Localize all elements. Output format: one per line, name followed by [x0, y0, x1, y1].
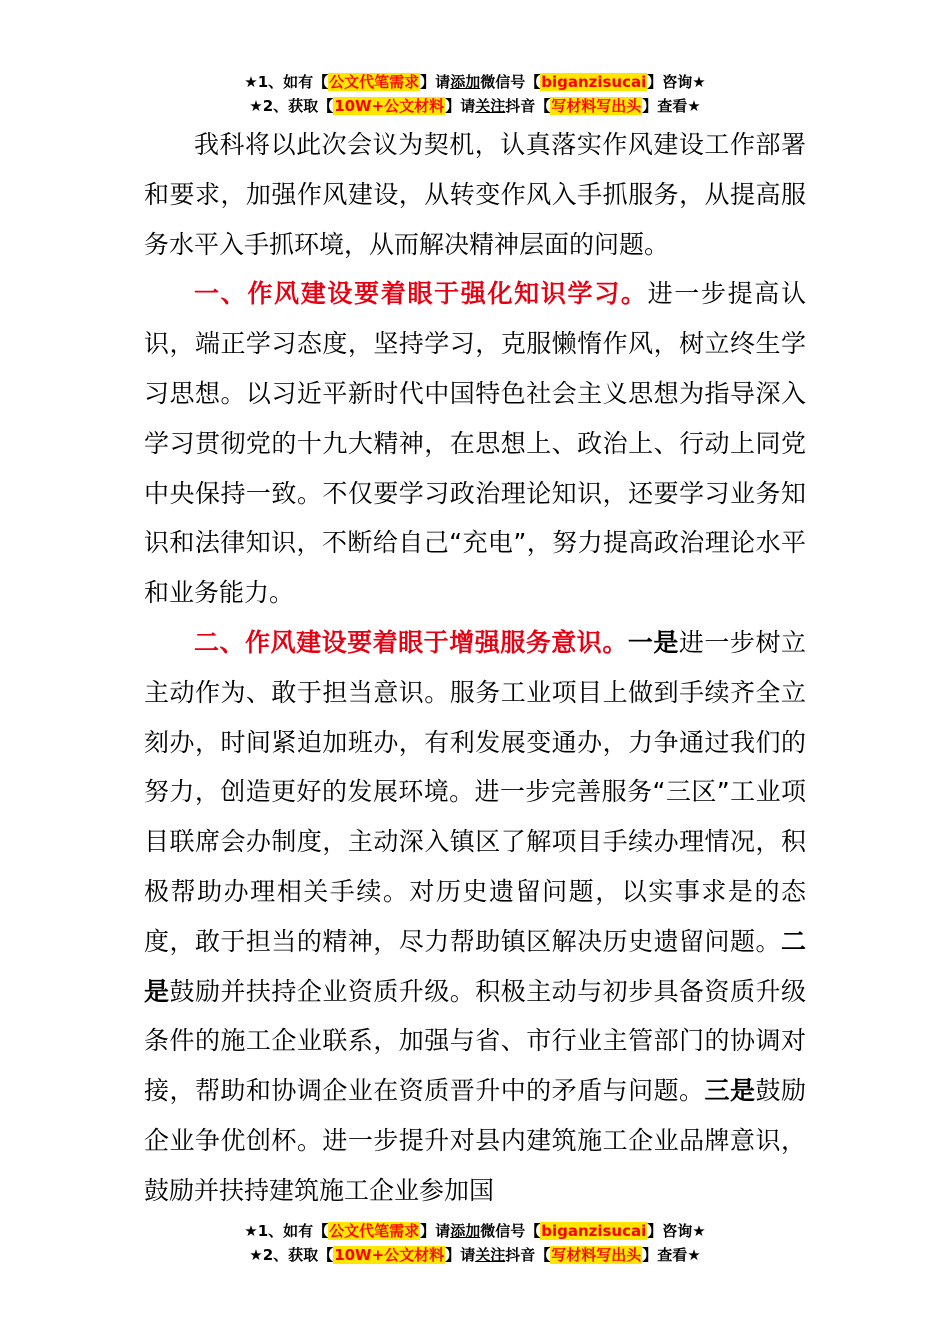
- banner-highlight: 10W+公文材料: [334, 97, 445, 115]
- point-three-label: 三是: [704, 1076, 756, 1106]
- banner-text: 微信号【: [480, 73, 541, 91]
- banner-text: 】查看★: [642, 1246, 701, 1264]
- point-two-text: 鼓励并扶持企业资质升级。积极主动与初步具备资质升级条件的施工企业联系，加强与省、市行业主管部门的协调对接，帮助和协调企业在资质晋升中的矛盾与问题。: [144, 976, 806, 1106]
- banner-highlight: 写材料写出头: [551, 97, 642, 115]
- banner-text: ★2、获取【: [249, 97, 334, 115]
- point-one-text: 进一步树立主动作为、敢于担当意识。服务工业项目上做到手续齐全立刻办，时间紧迫加班办，有利发展变通办，力争通过我们的努力，创造更好的发展环境。进一步完善服务“三区”工业项目联席会办制度，主动深入镇区了解项目手续办理情况，积极帮助办理相关手续。对历史遗留问题，以实事求是的态度，敢于担当的精神，尽力帮助镇区解决历史遗留问题。: [144, 627, 806, 956]
- banner-text: 】咨询★: [647, 1222, 706, 1240]
- banner-line-2: [0, 94, 950, 118]
- banner-highlight: 公文代笔需求: [329, 1222, 420, 1240]
- banner-text: 】请: [420, 1222, 451, 1240]
- intro-paragraph: 我科将以此次会议为契机，认真落实作风建设工作部署和要求，加强作风建设，从转变作风入手抓服务，从提高服务水平入手抓环境，从而解决精神层面的问题。: [144, 130, 806, 259]
- banner-text: 抖音【: [505, 97, 551, 115]
- banner-underlined-text: 添加: [450, 73, 481, 91]
- banner-underlined-text: 添加: [450, 1222, 481, 1240]
- section-one-text: 进一步提高认识，端正学习态度，坚持学习，克服懒惰作风，树立终生学习思想。以习近平新时代中国特色社会主义思想为指导深入学习贯彻党的十九大精神，在思想上、政治上、行动上同党中央保持一致。不仅要学习政治理论知识，还要学习业务知识和法律知识，不断给自己“充电”，努力提高政治理论水平和业务能力。: [144, 279, 806, 608]
- point-one-label: 一是: [627, 627, 679, 657]
- banner-highlight: 写材料写出头: [551, 1246, 642, 1264]
- banner-text: ★1、如有【: [244, 73, 329, 91]
- banner-highlight: 公文代笔需求: [329, 73, 420, 91]
- footer-banner: [0, 1219, 950, 1267]
- banner-text: 微信号【: [480, 1222, 541, 1240]
- banner-text: ★2、获取【: [249, 1246, 334, 1264]
- banner-text: 】咨询★: [647, 73, 706, 91]
- banner-highlight: 10W+公文材料: [334, 1246, 445, 1264]
- section-two-paragraph: [144, 618, 806, 1216]
- section-two-heading: 二、作风建设要着眼于增强服务意识。: [194, 627, 628, 657]
- banner-highlight: biganzisucai: [541, 1222, 647, 1240]
- point-two-label: 二是: [144, 926, 806, 1006]
- banner-text: ★1、如有【: [244, 1222, 329, 1240]
- banner-highlight: biganzisucai: [541, 73, 647, 91]
- section-one-heading: 一、作风建设要着眼于强化知识学习。: [194, 279, 648, 309]
- banner-line-1: [0, 1219, 950, 1243]
- section-one-paragraph: [144, 269, 806, 618]
- point-three-text: 鼓励企业争优创杯。进一步提升对县内建筑施工企业品牌意识，鼓励并扶持建筑施工企业参加国: [144, 1076, 806, 1205]
- banner-underlined-text: 关注: [475, 1246, 506, 1264]
- banner-line-1: [0, 70, 950, 94]
- banner-text: 】请: [445, 97, 476, 115]
- banner-text: 】查看★: [642, 97, 701, 115]
- header-banner: [0, 70, 950, 118]
- banner-underlined-text: 关注: [475, 97, 506, 115]
- banner-line-2: [0, 1243, 950, 1267]
- document-body: [144, 120, 806, 1216]
- banner-text: 抖音【: [505, 1246, 551, 1264]
- banner-text: 】请: [445, 1246, 476, 1264]
- banner-text: 】请: [420, 73, 451, 91]
